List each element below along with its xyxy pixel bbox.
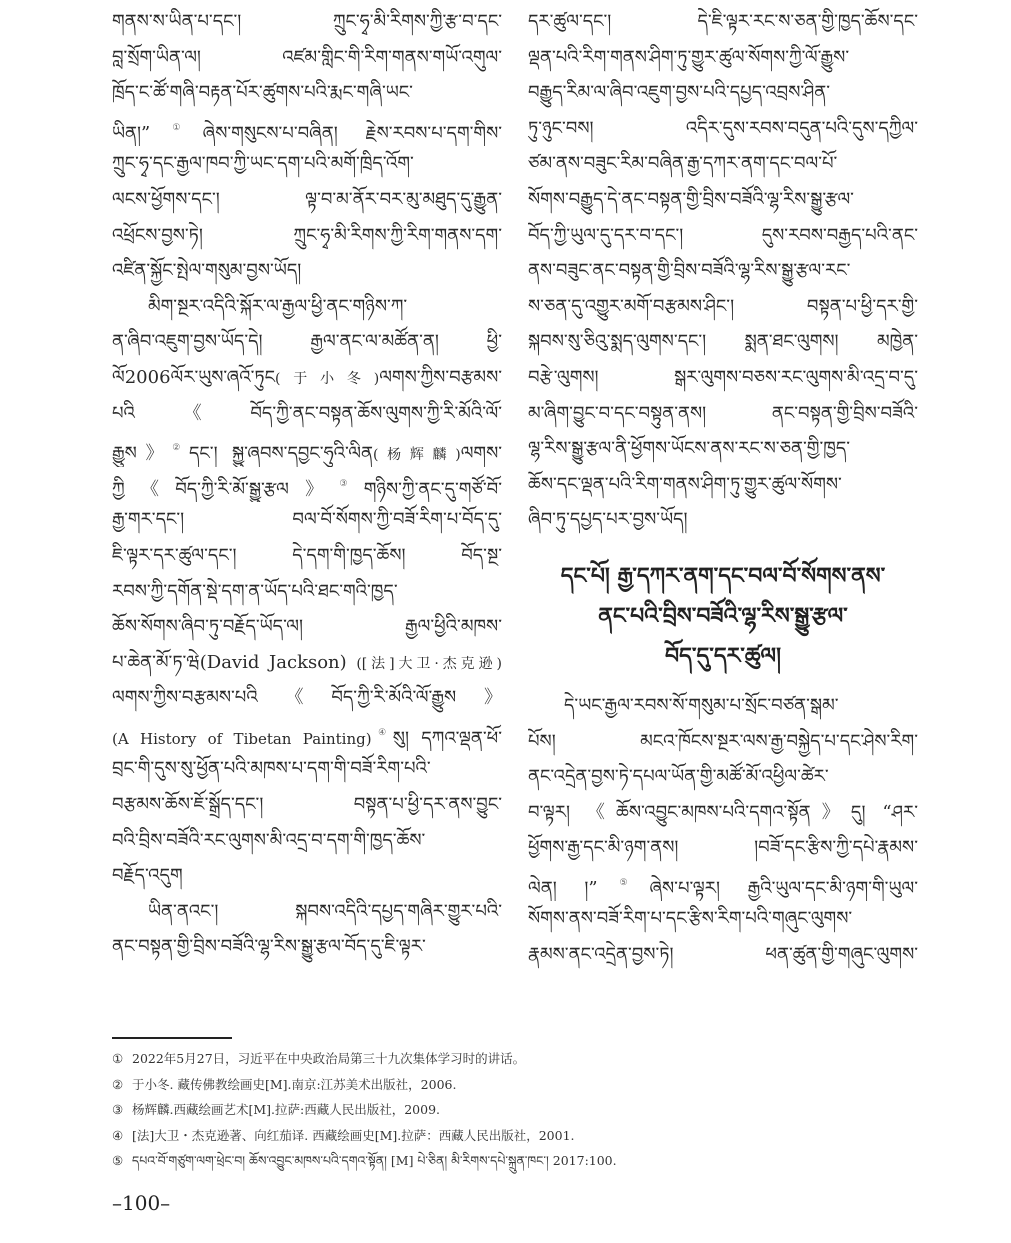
- text-line: བརྗོད་འདུག: [112, 865, 183, 887]
- footnote-ref-4[interactable]: ④: [371, 727, 393, 738]
- text-line: རབས་ཀྱི་དགོན་སྡེ་དག་ན་ཡོད་པའི་ཐང་གའི་ཁྱད་: [112, 580, 398, 602]
- text-line: ཆོས་སོགས་ཞིབ་ཏུ་བརྗོད་ཡོད་ལ། རྒྱལ་ཕྱིའི་མཁས་: [112, 616, 502, 638]
- footnote-text: [法]大卫・杰克逊著、向红茄译. 西藏绘画史[M].拉萨：西藏人民出版社，2001.: [132, 1127, 575, 1143]
- text-line: བླ་སྲོག་ཡིན་ལ། འཛམ་གླིང་གི་རིག་གནས་གཡོ་འགུལ་: [112, 46, 502, 68]
- footnote-text: 杨辉麟.西藏绘画艺术[M].拉萨:西藏人民出版社，2009.: [132, 1102, 440, 1117]
- text-line: བྲང་གི་དུས་སུ་ཕྱོན་པའི་མཁས་པ་དག་གི་བཟོ་རིག་པའི་: [112, 758, 431, 780]
- footnote-number: ③: [112, 1102, 124, 1117]
- text-line: ཏུ་ཉུང་བས། འདིར་དུས་རབས་བདུན་པའི་དུས་དཀྱིལ་: [528, 117, 918, 139]
- footnote-divider: [112, 1037, 232, 1039]
- text-span: ཡིན།”: [112, 122, 151, 144]
- heading-line: བོད་དུ་དར་ཚུལ།: [665, 642, 781, 669]
- text-line: འཕྲོངས་བྱས་ཏེ། ཀྲུང་ཧྭ་མི་རིགས་ཀྱི་རིག་གནས་དག་: [112, 224, 502, 246]
- text-line: ནང་འདྲེན་བྱས་ཏེ་དཔལ་ཡོན་གྱི་མཚོ་མོ་འཕྱིལ་ཚེར་: [528, 766, 829, 788]
- text-line: ས་ཅན་དུ་འགྱུར་མགོ་བརྩམས་ཤིང་། བསྟན་པ་ཕྱི་དར་གྱི་: [528, 295, 918, 317]
- paragraph-start: མིག་སྔར་འདིའི་སྐོར་ལ་རྒྱལ་ཕྱི་ནང་གཉིས་ཀ་: [148, 295, 408, 317]
- footnote-number: ⑤: [112, 1153, 124, 1168]
- text-line: ན་ཞིབ་འཇུག་བྱས་ཡོད་དེ། རྒྱལ་ནང་ལ་མཚོན་ན། ཕྱི་: [112, 331, 502, 353]
- footnote-item: [112, 1148, 912, 1174]
- text-line: ནང་བསྟན་གྱི་བྲིས་བཟོའི་ལྷ་རིས་སྒྱུ་རྩལ་བོད་དུ་ཇི་ལྟར་: [112, 936, 426, 958]
- page-number: –100–: [112, 1191, 171, 1215]
- text-span: དང་། སྐྱུ་ཞབས་དབྱང་ཧུའི་ལིན: [188, 443, 373, 465]
- right-column: [528, 4, 918, 973]
- footnote-number: ①: [112, 1051, 124, 1066]
- text-line: རྒྱ་གར་དང་། བལ་བོ་སོགས་ཀྱི་བཟོ་རིག་པ་བོད་དུ་: [112, 509, 502, 531]
- section-heading: [528, 556, 918, 676]
- paragraph-start: དེ་ཡང་རྒྱལ་རབས་སོ་གསུམ་པ་སྲོང་བཙན་སྒམ་: [564, 694, 839, 716]
- text-line: [112, 467, 502, 503]
- text-span: རྒྱུས》: [112, 443, 173, 465]
- heading-line: དང་པོ། རྒྱ་དཀར་ནག་དང་བལ་བོ་སོགས་ནས་: [560, 562, 886, 589]
- text-span: ཀྱི《བོད་ཀྱི་རི་མོ་སྒྱུ་རྩལ》: [112, 478, 340, 500]
- chinese-name-yang: (杨辉麟): [372, 447, 461, 464]
- text-span: ཞེས་པ་ལྟར། རྒྱའི་ཡུལ་དང་མི་ཉག་གི་ཡུལ་: [649, 877, 918, 899]
- text-line: རྣམས་ནང་འདྲེན་བྱས་ཏེ། ཕན་ཚུན་གྱི་གཞུང་ལུགས་: [528, 944, 918, 966]
- footnote-text: 2022年5月27日，习近平在中央政治局第三十九次集体学习时的讲话。: [132, 1051, 526, 1066]
- text-span: པ་ཆེན་མོ་ཏ་ཝེ: [112, 651, 200, 673]
- text-line: ལངས་ཕྱོགས་དང་། ལྟ་བ་མ་ནོར་བར་མུ་མཐུད་དུ་རྒྱུན་: [112, 188, 502, 210]
- text-span: ལོ2006ལོར་ཡུས་ཞའོ་ཏུང: [112, 366, 275, 388]
- text-line: སོགས་བརྒྱུད་དེ་ནང་བསྟན་གྱི་བྲིས་བཟོའི་ལྷ་རིས་སྒྱུ་རྩལ་: [528, 188, 854, 210]
- text-line: ལྷ་རིས་སྒྱུ་རྩལ་ནི་ཕྱོགས་ཡོངས་ནས་རང་ས་ཅན་གྱི་ཁྱད་: [528, 438, 851, 460]
- text-line: [528, 866, 918, 902]
- footnotes: [112, 1046, 912, 1174]
- text-line: [112, 716, 502, 752]
- footnote-text: 于小冬. 藏传佛教绘画史[M].南京:江苏美术出版社，2006.: [132, 1076, 457, 1092]
- footnote-number: ②: [112, 1076, 124, 1092]
- english-title: (A History of Tibetan Painting): [112, 729, 372, 748]
- footnote-ref-1[interactable]: ①: [150, 122, 203, 133]
- footnote-number: ④: [112, 1127, 124, 1143]
- text-span: ཞེས་གསུངས་པ་བཞིན། རྗེས་རབས་པ་དག་གིས་: [202, 122, 502, 144]
- text-line: ལྡན་པའི་རིག་གནས་ཤིག་ཏུ་གྱུར་ཚུལ་སོགས་ཀྱི་ལོ་རྒྱུས་: [528, 46, 850, 68]
- text-line: [112, 111, 502, 147]
- text-line: ཆོས་དང་ལྡན་པའི་རིག་གནས་ཤིག་ཏུ་གྱུར་ཚུལ་སོགས་: [528, 473, 842, 495]
- text-line: བོད་ཀྱི་ཡུལ་དུ་དར་བ་དང་། དུས་རབས་བརྒྱད་པའི་ནང་: [528, 224, 918, 246]
- text-line: ནས་བཟུང་ནང་བསྟན་གྱི་བྲིས་བཟོའི་ལྷ་རིས་སྒྱུ་རྩལ་རང་: [528, 260, 851, 282]
- text-line: པོས། མངའ་ཁོངས་སྔར་ལས་རྒྱ་བསྐྱེད་པ་དང་ཤེས་རིག་: [528, 730, 918, 752]
- footnote-ref-2[interactable]: ②: [172, 443, 189, 454]
- heading-line: ནང་པའི་བྲིས་བཟོའི་ལྷ་རིས་སྒྱུ་རྩལ་: [598, 602, 848, 629]
- text-span: གཉིས་ཀྱི་ནང་དུ་གཙོ་བོ་: [363, 478, 502, 500]
- text-line: ཞིབ་ཏུ་དཔྱད་པར་བྱས་ཡོད།: [528, 509, 688, 531]
- text-line: པའི《བོད་ཀྱི་ནང་བསྟན་ཆོས་ལུགས་ཀྱི་རི་མོའི་ལོ་: [112, 402, 502, 424]
- footnote-ref-3[interactable]: ③: [339, 478, 364, 489]
- text-line: དར་ཚུལ་དང་། དེ་ཇི་ལྟར་རང་ས་ཅན་གྱི་ཁྱད་ཆོས་དང་: [528, 11, 918, 32]
- text-line: ཁྲོད་ང་ཚོ་གཞི་བརྟན་པོར་ཚུགས་པའི་རྨང་གཞི་ཡང་: [112, 82, 413, 104]
- text-line: མ་ཞིག་བྱུང་བ་དང་བསྟུན་ནས། ནང་བསྟན་གྱི་བྲིས་བཟོའི་: [528, 402, 918, 424]
- text-line: བརྩེ་ལུགས། སྒར་ལུགས་བཅས་རང་ལུགས་མི་འདྲ་བ་དུ་: [528, 366, 918, 388]
- text-span: ལགས་: [460, 443, 502, 465]
- left-column: [112, 4, 502, 965]
- text-line: [112, 645, 502, 681]
- text-line: [112, 360, 502, 396]
- paragraph-start: ཡིན་ནའང་། སྐབས་འདིའི་དཔྱད་གཞིར་གྱུར་པའི་: [148, 900, 502, 922]
- chinese-name-yu: (于小冬): [275, 370, 380, 387]
- text-line: [112, 431, 502, 467]
- footnote-item: [112, 1097, 912, 1123]
- text-line: བའི་བྲིས་བཟོའི་རང་ལུགས་མི་འདྲ་བ་དག་གི་ཁྱད་ཆོས་: [112, 829, 426, 851]
- chinese-name: ([法]大卫·杰克逊): [356, 655, 502, 672]
- text-line: སྐབས་སུ་ཅིའུ་སྨད་ལུགས་དང་། སྨན་ཐང་ལུགས། མཁྱེན་: [528, 331, 918, 353]
- latin-name: (David Jackson): [199, 651, 347, 673]
- text-span: སུ། དཀའ་ལྡན་ཕོ་: [392, 727, 502, 749]
- text-line: གནས་ས་ཡིན་པ་དང་། ཀྲུང་ཧྭ་མི་རིགས་ཀྱི་རྩ་བ་དང་: [112, 11, 502, 32]
- text-line: སོགས་ནས་བཟོ་རིག་པ་དང་རྩིས་རིག་པའི་གཞུང་ལུགས་: [528, 908, 853, 930]
- footnote-ref-5[interactable]: ⑤: [597, 877, 650, 888]
- text-line: ཕྱོགས་རྒྱ་དང་མི་ཉག་ནས། །བཟོ་དང་རྩིས་ཀྱི་དཔེ་རྣམས་: [528, 837, 918, 859]
- text-span: ལགས་ཀྱིས་བརྩམས་: [379, 366, 502, 388]
- text-span: ལེན། །”: [528, 877, 598, 899]
- footnote-item: [112, 1072, 912, 1098]
- text-line: ཇི་ལྟར་དར་ཚུལ་དང་། དེ་དག་གི་ཁྱད་ཆོས། བོད་སྔ་: [112, 544, 502, 566]
- text-line: བརྒྱུད་རིམ་ལ་ཞིབ་འཇུག་བྱས་པའི་དཔྱད་འབྲས་ཤིན་: [528, 82, 831, 104]
- footnote-text: དཔའ་བོ་གཙུག་ལག་ཕྲེང་བ། ཆོས་འབྱུང་མཁས་པའི་དགའ་སྟོན། [M] པེ་ཅིན། མི་རིགས་དཔེ་སྐྲུན་ཁང་། 2017:100.: [132, 1153, 617, 1168]
- footnote-item: [112, 1046, 912, 1072]
- text-line: བ་ལྟར། 《ཆོས་འབྱུང་མཁས་པའི་དགའ་སྟོན》དུ། “ཤར་: [528, 801, 918, 823]
- text-line: འཛིན་སྐྱོང་སྤེལ་གསུམ་བྱས་ཡོད།: [112, 260, 302, 282]
- footnote-item: [112, 1123, 912, 1149]
- text-line: ལགས་ཀྱིས་བརྩམས་པའི《བོད་ཀྱི་རི་མོའི་ལོ་རྒྱུས》: [112, 687, 502, 709]
- text-line: ཀྲུང་ཧྭ་དང་རྒྱལ་ཁབ་ཀྱི་ཡང་དག་པའི་མགོ་ཁྲིད་འོག་: [112, 153, 414, 175]
- text-line: ཙམ་ནས་བཟུང་རིམ་བཞིན་རྒྱ་དཀར་ནག་དང་བལ་པོ་: [528, 153, 838, 175]
- text-line: བརྩམས་ཆོས་ཇོ་སྒྲོད་དང་། བསྟན་པ་ཕྱི་དར་ནས་བྱུང་: [112, 794, 502, 816]
